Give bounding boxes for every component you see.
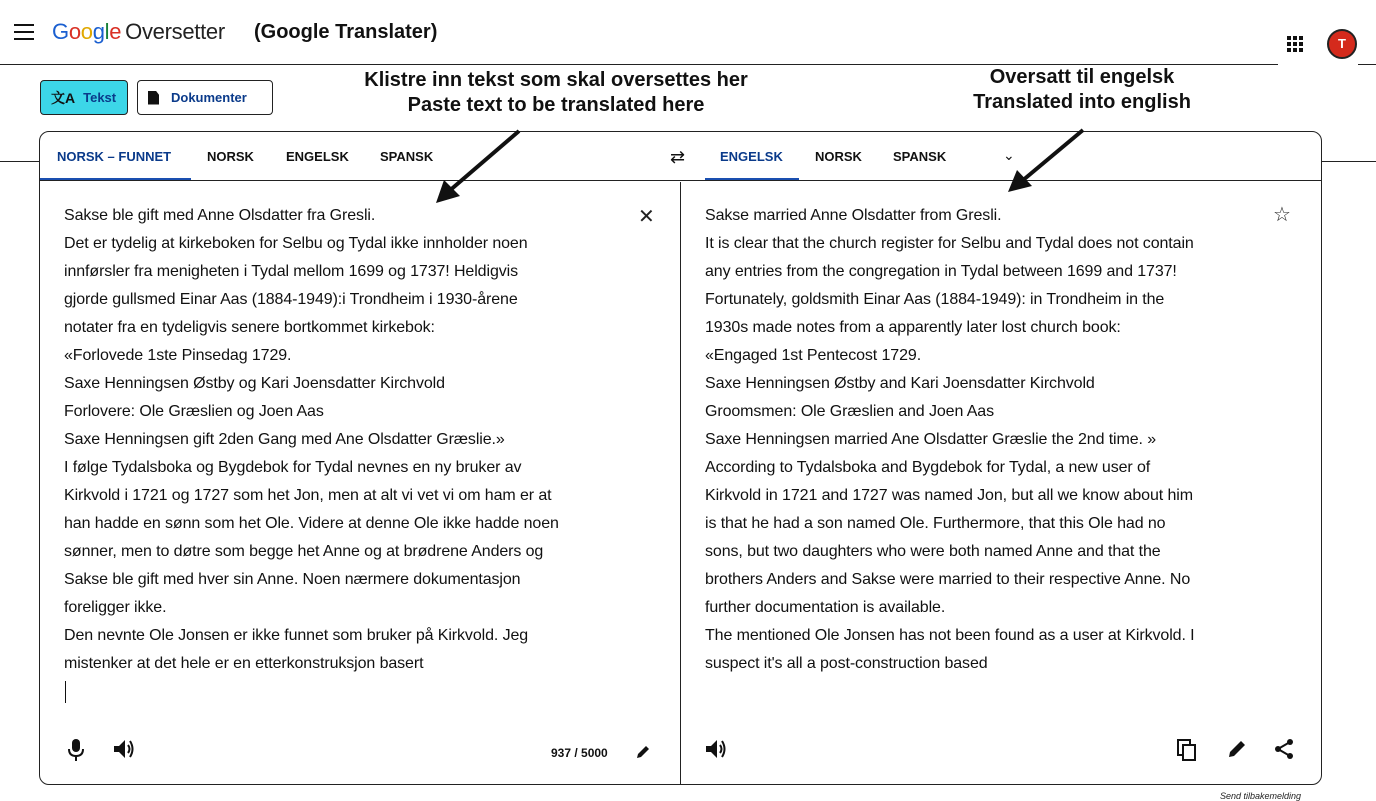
swap-languages-icon[interactable]: ⇄	[670, 147, 686, 167]
target-tab-underline	[705, 178, 799, 180]
source-line: Det er tydelig at kirkeboken for Selbu og Tydal ikke innholder noen	[64, 235, 528, 252]
target-line: It is clear that the church register for Selbu and Tydal does not contain	[705, 235, 1194, 252]
send-feedback-link[interactable]: Send tilbakemelding	[1220, 791, 1302, 801]
top-bar	[0, 0, 1376, 64]
chevron-down-icon[interactable]: ⌄	[1003, 147, 1015, 163]
tab-divider	[40, 180, 1321, 181]
speaker-icon[interactable]	[113, 739, 135, 759]
source-line: «Forlovede 1ste Pinsedag 1729.	[64, 347, 292, 364]
logo-product-name: Oversetter	[125, 19, 225, 44]
logo-letter: o	[80, 19, 93, 44]
source-text-input[interactable]	[64, 202, 644, 678]
source-line: Sakse ble gift med Anne Olsdatter fra Gresli.	[64, 207, 376, 224]
annotation-target	[930, 65, 1234, 115]
source-tab-underline	[40, 178, 191, 180]
logo-letter: g	[92, 19, 105, 44]
star-icon[interactable]: ☆	[1273, 204, 1291, 226]
translation-card	[39, 131, 1322, 785]
annotation-line: Klistre inn tekst som skal oversettes her	[364, 69, 748, 91]
document-icon	[148, 91, 159, 105]
app-logo[interactable]	[52, 19, 225, 45]
annotation-line: Paste text to be translated here	[407, 94, 705, 116]
source-line: Sakse ble gift med hver sin Anne. Noen nærmere dokumentasjon	[64, 571, 521, 588]
source-line: Saxe Henningsen gift 2den Gang med Ane Olsdatter Græslie.»	[64, 431, 505, 448]
apps-grid-icon[interactable]	[1287, 36, 1305, 52]
source-line: I følge Tydalsboka og Bygdebok for Tydal nevnes en ny bruker av	[64, 459, 522, 476]
pencil-icon[interactable]	[1227, 739, 1247, 759]
header-divider	[1358, 64, 1376, 65]
target-line: Fortunately, goldsmith Einar Aas (1884-1949): in Trondheim in the	[705, 291, 1165, 308]
target-line: sons, but two daughters who were both named Anne and that the	[705, 543, 1161, 560]
document-mode-button[interactable]	[137, 80, 273, 115]
source-line: gjorde gullsmed Einar Aas (1884-1949):i Trondheim i 1930-årene	[64, 291, 518, 308]
app-subtitle: (Google Translater)	[254, 21, 438, 43]
source-line: Saxe Henningsen Østby og Kari Joensdatter Kirchvold	[64, 375, 445, 392]
text-mode-button[interactable]	[40, 80, 128, 115]
translation-output	[705, 202, 1295, 678]
tab-target-norsk[interactable]: NORSK	[815, 149, 862, 164]
target-line: brothers Anders and Sakse were married to their respective Anne. No	[705, 571, 1191, 588]
target-line: suspect it's all a post-construction based	[705, 655, 988, 672]
target-line: 1930s made notes from a apparently later lost church book:	[705, 319, 1121, 336]
target-line: Groomsmen: Ole Græslien and Joen Aas	[705, 403, 994, 420]
target-line: Sakse married Anne Olsdatter from Gresli.	[705, 207, 1002, 224]
target-line: is that he had a son named Ole. Furthermore, that this Ole had no	[705, 515, 1166, 532]
character-counter: 937 / 5000	[551, 746, 608, 760]
target-line: «Engaged 1st Pentecost 1729.	[705, 347, 922, 364]
section-divider	[0, 161, 40, 162]
logo-letter: l	[104, 19, 110, 44]
text-mode-label: Tekst	[83, 90, 117, 105]
annotation-source	[340, 68, 772, 118]
tab-source-norsk[interactable]: NORSK	[207, 149, 254, 164]
document-mode-label: Dokumenter	[171, 90, 247, 105]
target-line: Saxe Henningsen Østby and Kari Joensdatter Kirchvold	[705, 375, 1095, 392]
annotation-line: Oversatt til engelsk	[989, 66, 1175, 88]
speaker-icon[interactable]	[705, 739, 727, 759]
source-line: Kirkvold i 1721 og 1727 som het Jon, men at alt vi vet vi om ham er at	[64, 487, 552, 504]
source-line: Forlovere: Ole Græslien og Joen Aas	[64, 403, 324, 420]
microphone-icon[interactable]	[68, 739, 84, 761]
target-line: The mentioned Ole Jonsen has not been found as a user at Kirkvold. I	[705, 627, 1195, 644]
tab-source-engelsk[interactable]: ENGELSK	[286, 149, 349, 164]
logo-letter: G	[52, 19, 69, 44]
target-line: further documentation is available.	[705, 599, 946, 616]
source-line: mistenker at det hele er en etterkonstruksjon basert	[64, 655, 424, 672]
avatar[interactable]: T	[1327, 29, 1357, 59]
copy-icon[interactable]	[1177, 739, 1197, 761]
source-line: Den nevnte Ole Jonsen er ikke funnet som bruker på Kirkvold. Jeg	[64, 627, 529, 644]
tab-target-spansk[interactable]: SPANSK	[893, 149, 947, 164]
close-icon[interactable]: ✕	[638, 206, 655, 228]
section-divider	[1320, 161, 1376, 162]
tab-source-spansk[interactable]: SPANSK	[380, 149, 434, 164]
share-icon[interactable]	[1274, 739, 1294, 759]
source-line: innførsler fra menigheten i Tydal mellom 1699 og 1737! Heldigvis	[64, 263, 518, 280]
target-line: Kirkvold in 1721 and 1727 was named Jon, but all we know about him	[705, 487, 1193, 504]
logo-letter: o	[68, 19, 81, 44]
source-line: han hadde en sønn som het Ole. Videre at denne Ole ikke hadde noen	[64, 515, 559, 532]
source-line: foreligger ikke.	[64, 599, 167, 616]
logo-letter: e	[109, 19, 122, 44]
menu-icon[interactable]	[14, 24, 34, 40]
tab-target-engelsk[interactable]: ENGELSK	[720, 149, 783, 164]
text-cursor	[65, 681, 66, 703]
target-line: According to Tydalsboka and Bygdebok for Tydal, a new user of	[705, 459, 1151, 476]
target-line: Saxe Henningsen married Ane Olsdatter Græslie the 2nd time. »	[705, 431, 1157, 448]
annotation-line: Translated into english	[973, 91, 1191, 113]
pencil-icon[interactable]	[635, 744, 651, 760]
target-line: any entries from the congregation in Tydal between 1699 and 1737!	[705, 263, 1177, 280]
panel-divider	[680, 182, 681, 785]
source-line: notater fra en tydeligvis senere bortkommet kirkebok:	[64, 319, 435, 336]
translate-icon: 文A	[51, 89, 76, 106]
tab-source-detected[interactable]: NORSK – FUNNET	[57, 149, 172, 164]
source-line: sønner, men to døtre som begge het Anne og at brødrene Anders og	[64, 543, 544, 560]
